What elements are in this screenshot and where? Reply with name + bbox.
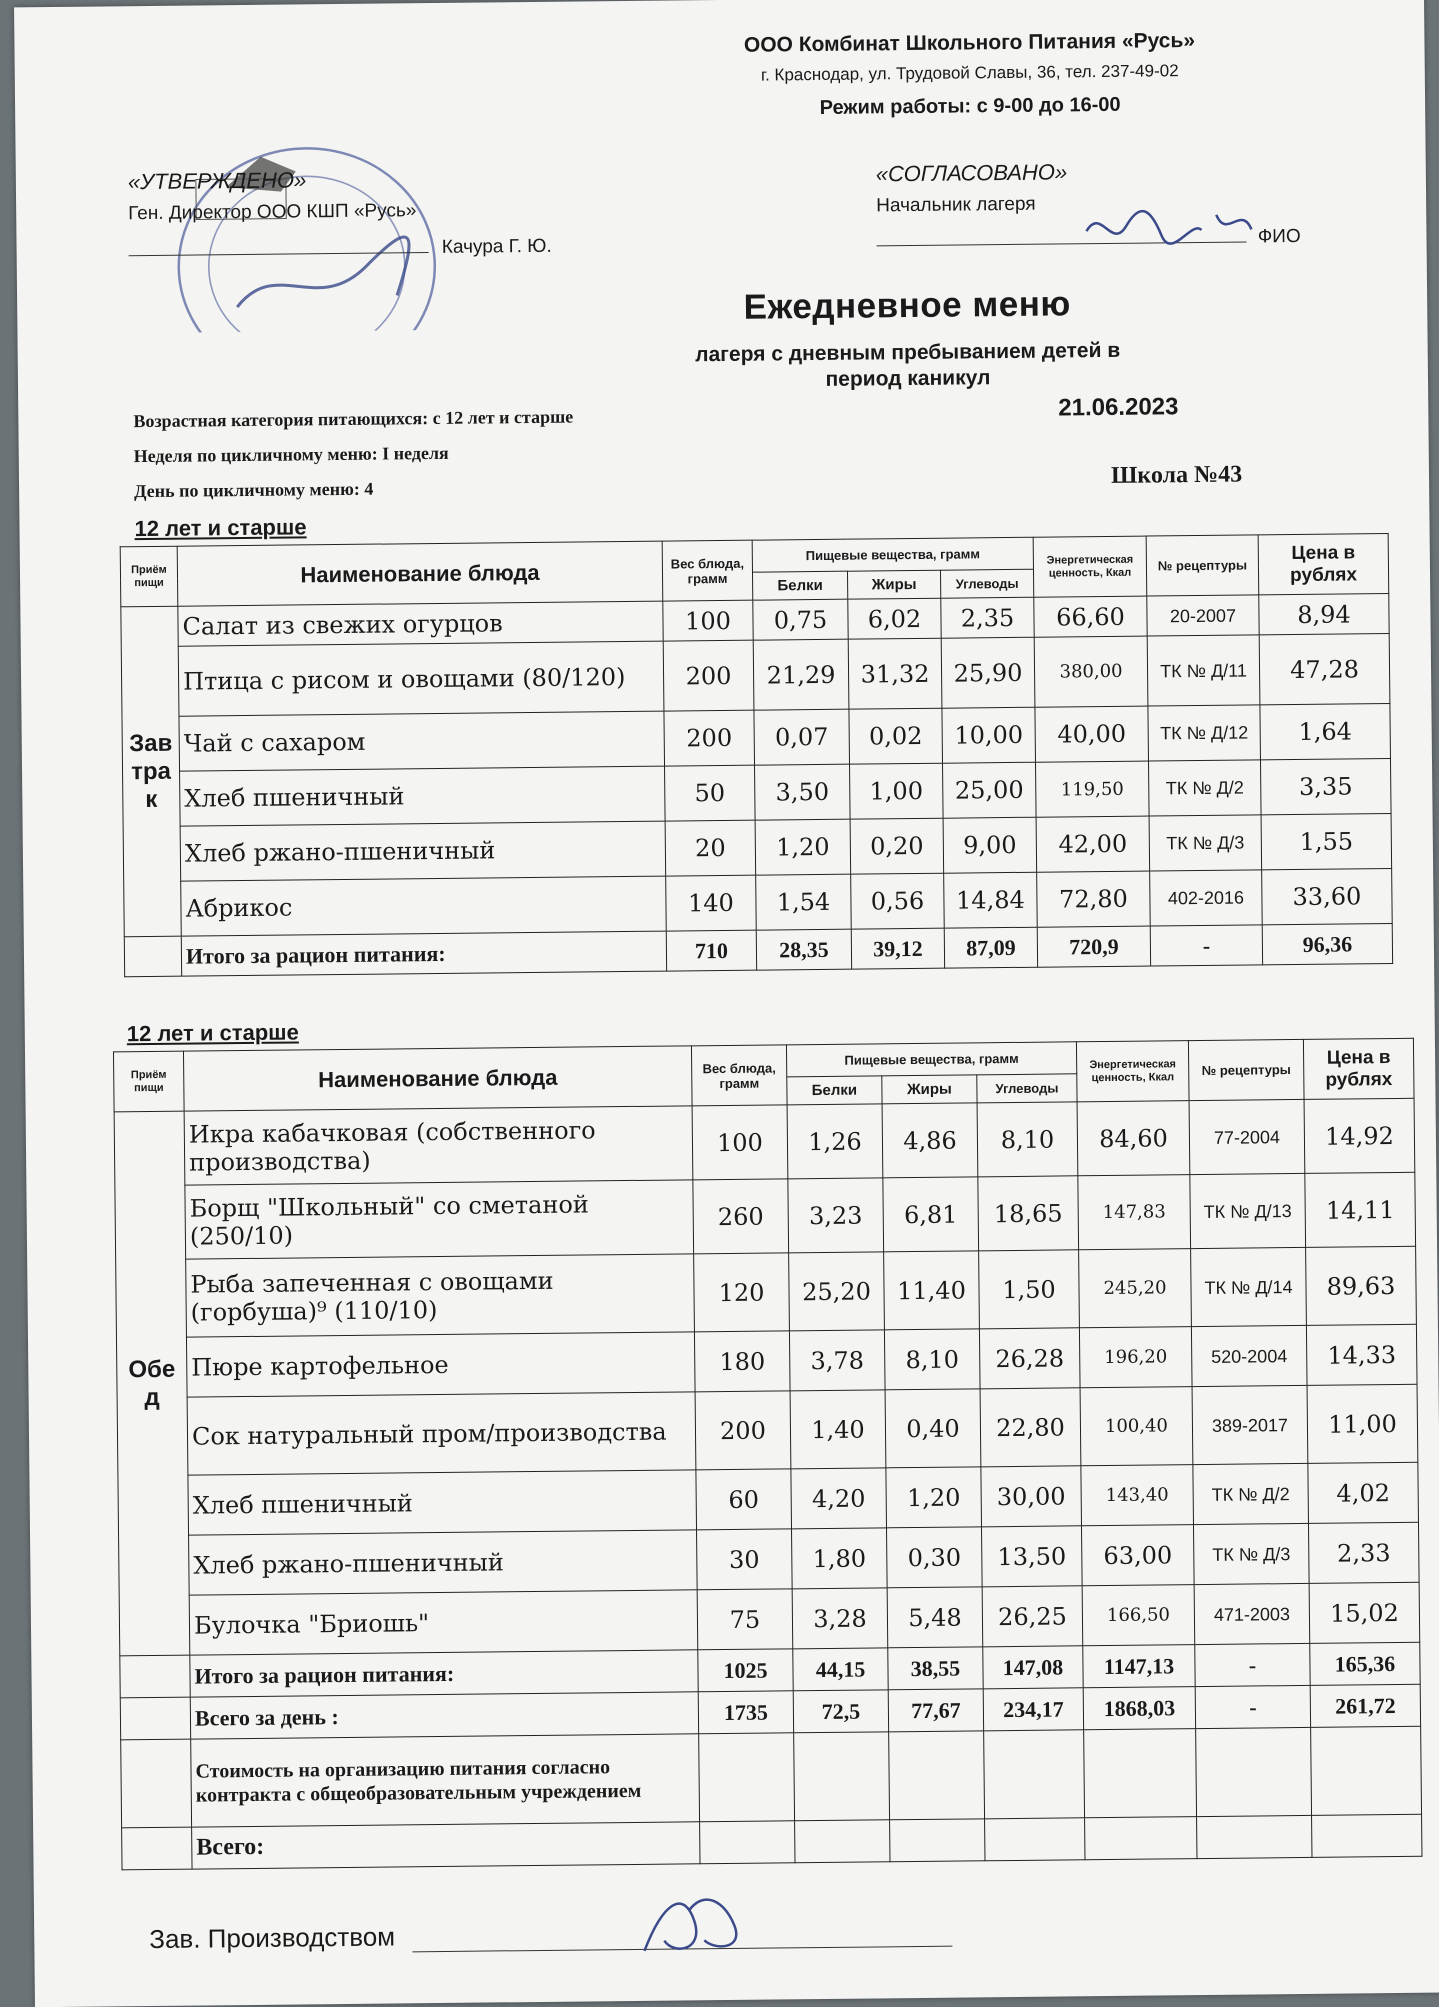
day-total-price: 261,72 — [1310, 1684, 1420, 1727]
cell-carbs: 9,00 — [943, 817, 1037, 873]
cell-weight: 260 — [693, 1179, 789, 1254]
cell-weight: 200 — [663, 640, 754, 711]
cell-energy: 66,60 — [1034, 596, 1147, 637]
cell-weight: 75 — [697, 1589, 793, 1650]
col-energy: Энергетическая ценность, Ккал — [1033, 536, 1147, 597]
cell-name: Булочка "Бриошь" — [189, 1590, 698, 1655]
total-protein: 44,15 — [793, 1648, 888, 1691]
cell-price: 14,33 — [1306, 1324, 1417, 1385]
cell-energy: 147,83 — [1078, 1175, 1191, 1250]
cell-name: Салат из свежих огурцов — [178, 601, 663, 646]
cell-energy: 40,00 — [1035, 706, 1149, 762]
meal-cell-empty — [121, 1739, 192, 1828]
cell-carbs: 10,00 — [942, 707, 1036, 763]
cell-fat: 5,48 — [887, 1587, 983, 1648]
meal-cell-empty — [122, 1827, 192, 1870]
cell-energy: 100,40 — [1080, 1387, 1193, 1466]
cell-fat: 31,32 — [848, 638, 942, 709]
meal-type-label: Обед — [114, 1111, 190, 1656]
col-fat: Жиры — [847, 570, 940, 599]
cell-protein: 1,40 — [790, 1390, 886, 1469]
total-price: 96,36 — [1262, 924, 1392, 965]
cell-fat: 1,20 — [886, 1467, 982, 1528]
cell-price: 3,35 — [1261, 759, 1392, 815]
cell-price: 1,55 — [1261, 814, 1392, 870]
cell-carbs: 22,80 — [980, 1388, 1081, 1467]
cell-protein: 3,50 — [755, 764, 851, 820]
cell-energy: 42,00 — [1036, 816, 1150, 872]
breakfast-rows — [121, 594, 1392, 937]
meal-type-label: Завтрак — [121, 606, 181, 937]
agreed-position: Начальник лагеря — [876, 193, 1036, 217]
breakfast-table — [120, 533, 1393, 977]
lunch-section-title: 12 лет и старше — [126, 1019, 299, 1047]
cell-protein: 0,07 — [754, 709, 850, 765]
cell-recipe: ТК № Д/14 — [1191, 1247, 1307, 1326]
cell-name: Борщ "Школьный" со сметаной (250/10) — [185, 1180, 694, 1259]
cell-energy: 84,60 — [1077, 1101, 1190, 1176]
company-name: ООО Комбинат Школьного Питания «Русь» — [743, 29, 1196, 57]
total-label: Итого за рацион питания: — [190, 1650, 698, 1697]
cell-weight: 140 — [666, 875, 757, 931]
menu-title: Ежедневное меню — [743, 284, 1071, 327]
agreed-signature — [1081, 199, 1282, 261]
cell-price: 33,60 — [1262, 869, 1393, 925]
production-head-label: Зав. Производством — [149, 1921, 396, 1955]
total-price: 165,36 — [1310, 1642, 1420, 1685]
cell-protein: 21,29 — [753, 639, 849, 710]
day-total-protein: 72,5 — [793, 1690, 888, 1733]
cell-protein: 1,20 — [755, 819, 851, 875]
total-weight: 1025 — [698, 1649, 793, 1692]
cell-energy: 196,20 — [1079, 1327, 1192, 1388]
cell-fat: 8,10 — [884, 1329, 980, 1390]
cell-carbs: 30,00 — [981, 1466, 1082, 1527]
total-carbs: 87,09 — [944, 927, 1037, 968]
cell-energy: 119,50 — [1036, 761, 1150, 817]
table-row — [114, 1098, 1415, 1186]
cell-weight: 60 — [696, 1469, 792, 1530]
cell-recipe: ТК № Д/3 — [1149, 815, 1262, 871]
col-carbs: Углеводы — [977, 1074, 1077, 1103]
grand-total-label: Всего: — [192, 1822, 700, 1869]
cell-recipe: 520-2004 — [1191, 1325, 1307, 1386]
day-total-carbs: 234,17 — [983, 1688, 1083, 1731]
cell-recipe: ТК № Д/12 — [1148, 705, 1261, 761]
col-weight: Вес блюда, грамм — [691, 1045, 787, 1106]
total-weight: 710 — [666, 930, 756, 971]
cell-recipe: 389-2017 — [1192, 1385, 1308, 1464]
cell-carbs: 25,00 — [943, 762, 1037, 818]
col-protein: Белки — [752, 571, 847, 600]
menu-date: 21.06.2023 — [1058, 393, 1179, 422]
col-meal: Приём пищи — [113, 1051, 184, 1112]
total-carbs: 147,08 — [983, 1646, 1083, 1689]
approved-name: Качура Г. Ю. — [441, 235, 552, 258]
cell-price: 8,94 — [1259, 594, 1389, 635]
cycle-week: Неделя по цикличному меню: I неделя — [133, 442, 449, 467]
cell-weight: 200 — [695, 1391, 791, 1470]
lunch-table — [113, 1038, 1423, 1871]
cell-fat: 0,30 — [887, 1527, 983, 1588]
cell-protein: 1,54 — [756, 874, 852, 930]
company-address: г. Краснодар, ул. Трудовой Славы, 36, тел. 237-49-02 — [760, 61, 1179, 85]
col-protein: Белки — [787, 1076, 882, 1105]
document-title — [577, 283, 1238, 396]
col-price: Цена в рублях — [1258, 534, 1389, 595]
total-protein: 28,35 — [756, 929, 851, 970]
col-name: Наименование блюда — [183, 1046, 692, 1111]
day-total-energy: 1868,03 — [1083, 1687, 1195, 1730]
meal-cell-empty — [120, 1655, 190, 1698]
cell-carbs: 25,90 — [941, 637, 1035, 708]
cell-weight: 120 — [694, 1253, 790, 1332]
cell-name: Птица с рисом и овощами (80/120) — [178, 641, 664, 716]
cell-protein: 1,80 — [792, 1528, 888, 1589]
cell-fat: 4,86 — [882, 1103, 978, 1178]
cell-carbs: 13,50 — [982, 1526, 1083, 1587]
col-price: Цена в рублях — [1303, 1038, 1414, 1099]
table-row — [115, 1172, 1416, 1260]
col-carbs: Углеводы — [940, 569, 1033, 598]
cell-weight: 20 — [665, 820, 756, 876]
cell-carbs: 26,25 — [982, 1586, 1083, 1647]
cell-energy: 72,80 — [1037, 871, 1151, 927]
cell-fat: 0,40 — [885, 1389, 981, 1468]
day-total-fat: 77,67 — [888, 1689, 983, 1732]
cell-protein: 4,20 — [791, 1468, 887, 1529]
col-recipe: № рецептуры — [1146, 535, 1259, 596]
cell-name: Сок натуральный пром/производства — [187, 1392, 696, 1475]
cycle-day: День по цикличному меню: 4 — [134, 478, 374, 502]
col-name: Наименование блюда — [177, 541, 663, 606]
col-nutrients: Пищевые вещества, грамм — [786, 1042, 1076, 1077]
cell-fat: 11,40 — [884, 1251, 980, 1330]
col-meal: Приём пищи — [120, 546, 178, 607]
cell-energy: 143,40 — [1081, 1465, 1194, 1526]
cell-fat: 0,02 — [849, 708, 943, 764]
approved-block — [128, 165, 569, 263]
cell-name: Абрикос — [181, 876, 667, 936]
col-fat: Жиры — [882, 1075, 977, 1104]
day-total-label: Всего за день : — [190, 1692, 698, 1739]
agreed-title: «СОГЛАСОВАНО» — [875, 159, 1068, 187]
approved-signature-line — [128, 232, 428, 256]
cell-recipe: ТК № Д/3 — [1194, 1523, 1310, 1584]
cell-fat: 0,56 — [851, 873, 945, 929]
col-energy: Энергетическая ценность, Ккал — [1076, 1041, 1189, 1102]
cell-protein: 3,78 — [789, 1330, 885, 1391]
cell-recipe: 471-2003 — [1194, 1583, 1310, 1644]
cell-protein: 3,28 — [792, 1588, 888, 1649]
cell-weight: 100 — [692, 1105, 788, 1180]
table-row — [117, 1384, 1418, 1476]
cell-price: 1,64 — [1260, 704, 1391, 760]
cell-name: Пюре картофельное — [186, 1332, 695, 1397]
agreed-fio: ФИО — [1257, 225, 1301, 248]
menu-subtitle-2: период каникул — [825, 366, 991, 391]
footer — [149, 1916, 952, 1955]
cell-name: Хлеб пшеничный — [180, 766, 666, 826]
school-number: Школа №43 — [1110, 461, 1243, 489]
cell-price: 15,02 — [1309, 1582, 1420, 1643]
cell-protein: 1,26 — [787, 1104, 883, 1179]
cell-name: Чай с сахаром — [179, 711, 665, 771]
cell-price: 47,28 — [1259, 634, 1390, 705]
lunch-rows — [114, 1098, 1420, 1656]
production-head-signature — [634, 1880, 745, 1961]
cell-carbs: 2,35 — [941, 597, 1034, 638]
cell-recipe: ТК № Д/13 — [1190, 1173, 1306, 1248]
cell-recipe: ТК № Д/11 — [1147, 635, 1260, 706]
day-total-weight: 1735 — [698, 1691, 793, 1734]
table-header-row — [113, 1038, 1413, 1084]
total-recipe: - — [1150, 925, 1262, 966]
cell-fat: 1,00 — [850, 763, 944, 819]
cell-weight: 50 — [665, 765, 756, 821]
cell-price: 14,11 — [1305, 1172, 1416, 1247]
cell-carbs: 26,28 — [979, 1328, 1080, 1389]
meal-cell-empty — [124, 936, 181, 977]
cell-protein: 0,75 — [753, 599, 848, 640]
cell-price: 4,02 — [1308, 1462, 1419, 1523]
menu-document — [14, 0, 1439, 2007]
total-recipe: - — [1195, 1643, 1310, 1686]
total-energy: 1147,13 — [1083, 1645, 1195, 1688]
cell-recipe: 20-2007 — [1147, 595, 1259, 636]
work-hours: Режим работы: с 9-00 до 16-00 — [819, 93, 1121, 119]
cell-energy: 380,00 — [1034, 636, 1148, 707]
breakfast-section-title: 12 лет и старше — [134, 514, 307, 542]
menu-subtitle-1: лагеря с дневным пребыванием детей в — [695, 338, 1121, 367]
cell-protein: 3,23 — [788, 1178, 884, 1253]
cell-fat: 0,20 — [850, 818, 944, 874]
cell-carbs: 18,65 — [978, 1176, 1079, 1251]
approved-position: Ген. Директор ООО КШП «Русь» — [128, 200, 417, 225]
cell-energy: 245,20 — [1079, 1249, 1192, 1328]
contract-cost-label: Стоимость на организацию питания согласно контракта с общеобразовательным учреждением — [191, 1734, 700, 1827]
cell-energy: 166,50 — [1082, 1585, 1195, 1646]
cell-weight: 100 — [663, 600, 753, 641]
total-fat: 39,12 — [851, 928, 944, 969]
cell-carbs: 8,10 — [977, 1102, 1078, 1177]
total-fat: 38,55 — [888, 1647, 983, 1690]
approved-title: «УТВЕРЖДЕНО» — [127, 167, 307, 195]
day-total-recipe: - — [1195, 1685, 1310, 1728]
col-nutrients: Пищевые вещества, грамм — [752, 537, 1033, 572]
company-header — [689, 28, 1250, 121]
cell-carbs: 1,50 — [979, 1250, 1080, 1329]
col-recipe: № рецептуры — [1188, 1039, 1304, 1100]
cell-fat: 6,02 — [848, 598, 941, 639]
cell-recipe: 77-2004 — [1189, 1099, 1305, 1174]
total-energy: 720,9 — [1037, 926, 1150, 967]
cell-price: 11,00 — [1307, 1384, 1418, 1463]
cell-recipe: 402-2016 — [1150, 870, 1263, 926]
cell-name: Хлеб ржано-пшеничный — [180, 821, 666, 881]
cell-weight: 180 — [694, 1331, 790, 1392]
cell-name: Икра кабачковая (собственного производства) — [184, 1106, 693, 1185]
cell-energy: 63,00 — [1082, 1525, 1195, 1586]
cell-name: Хлеб ржано-пшеничный — [189, 1530, 698, 1595]
cell-weight: 200 — [664, 710, 755, 766]
table-row — [121, 634, 1390, 717]
cell-protein: 25,20 — [789, 1252, 885, 1331]
cell-name: Хлеб пшеничный — [188, 1470, 697, 1535]
cell-recipe: ТК № Д/2 — [1149, 760, 1262, 816]
contract-cost-row — [121, 1726, 1422, 1828]
age-category: Возрастная категория питающихся: с 12 лет и старше — [133, 406, 574, 432]
cell-name: Рыба запеченная с овощами (горбуша)⁹ (110/10) — [186, 1254, 695, 1337]
meal-cell-empty — [120, 1697, 190, 1740]
cell-price: 89,63 — [1306, 1246, 1417, 1325]
cell-price: 2,33 — [1309, 1522, 1420, 1583]
cell-recipe: ТК № Д/2 — [1193, 1463, 1309, 1524]
total-label: Итого за рацион питания: — [181, 931, 666, 976]
cell-weight: 30 — [697, 1529, 793, 1590]
table-row — [116, 1246, 1417, 1338]
col-weight: Вес блюда, грамм — [662, 540, 753, 601]
cell-price: 14,92 — [1304, 1098, 1415, 1173]
cell-fat: 6,81 — [883, 1177, 979, 1252]
cell-carbs: 14,84 — [944, 872, 1038, 928]
